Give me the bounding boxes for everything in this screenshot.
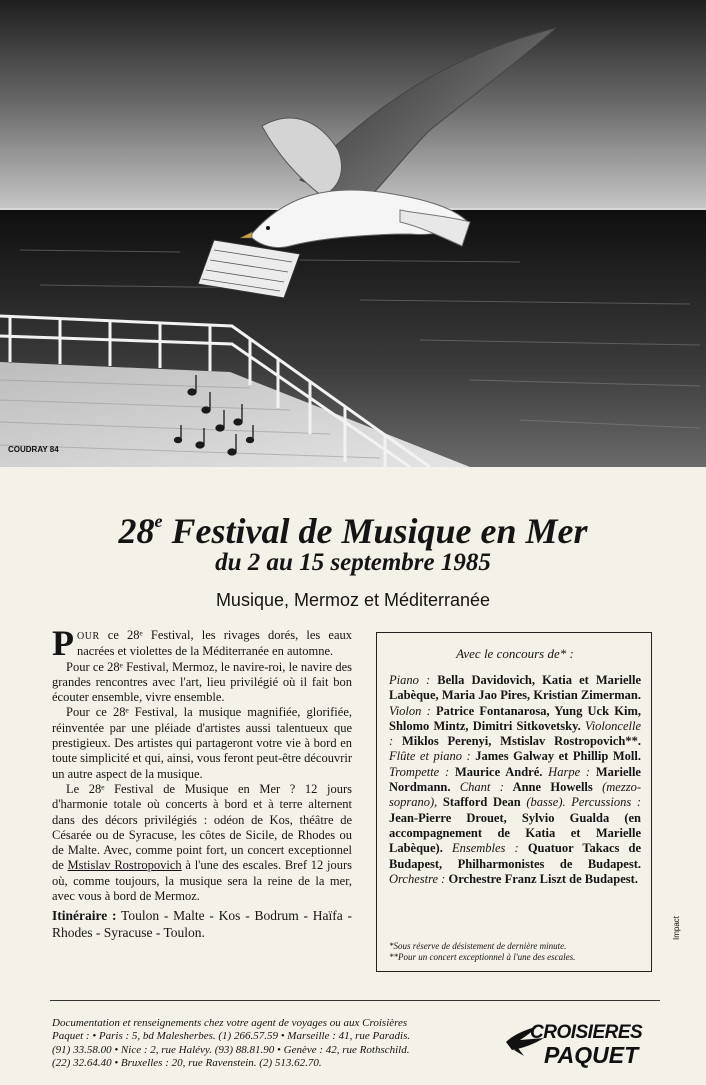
artists-list: Piano : Bella Davidovich, Katia et Marielle Labèque, Maria Jao Pires, Kristian Zimerman. Violon : Patrice Fontanarosa, Yung Uck Kim, Shlomo Mintz, Dimitri Sitkovetsky. Violoncelle : Miklos Perenyi, Mstislav Rostropovich**. Flûte et piano : James Galway et Phillip Moll. Trompette : Maurice André. Harpe : Marielle Nordmann. Chant : Anne Howells (mezzo-soprano), Stafford Dean (basse). Percussions : Jean-Pierre Drouet, Sylvio Gualda (en accompagnement de Katia et Marielle Labèque). Ensembles : Quatuor Takacs de Budapest, Philharmonistes de Budapest. Orchestre : Orchestre Franz Liszt de Budapest. <box>389 673 641 886</box>
rostropovich-name: Mstislav Rostropovich <box>67 858 182 873</box>
subtitle: Musique, Mermoz et Méditerranée <box>215 590 491 610</box>
paragraph-2: Pour ce 28ᵉ Festival, Mermoz, le navire-roi, le navire des grandes rencontres avec l'art, lieu privilégié où il fait bon écouter ensemble, vivre ensemble. <box>52 659 352 705</box>
logo-text-paquet: PAQUET <box>544 1042 639 1068</box>
cover-illustration <box>0 0 706 467</box>
paragraph-3: Pour ce 28ᵉ Festival, la musique magnifiée, glorifiée, réinventée par une pléiade d'artistes aussi talentueux que prestigieux. Des artistes qui partageront votre vie à bord en toute simplicité et qui, ainsi, vous feront peut-être découvrir un autre aspect de la musique. <box>52 705 352 781</box>
body-text <box>52 623 353 941</box>
itinerary: Itinéraire : Toulon - Malte - Kos - Bodrum - Haïfa - Rhodes - Syracuse - Toulon. <box>52 908 353 940</box>
dropcap: P <box>52 623 74 663</box>
logo-text-croisieres: CROISIERES <box>530 1022 643 1043</box>
page-title: 28e Festival de Musique en Mer <box>118 511 588 551</box>
footnotes: *Sous réserve de désistement de dernière minute. **Pour un concert exceptionnel à l'une des escales. <box>389 941 576 962</box>
artists-box <box>376 632 652 972</box>
footer-divider <box>50 1000 660 1001</box>
seagull-ship-illustration <box>0 0 706 467</box>
festival-dates: du 2 au 15 septembre 1985 <box>215 549 491 576</box>
croisieres-paquet-logo <box>504 1016 682 1070</box>
artists-heading: Avec le concours de* : <box>456 646 574 661</box>
artist-signature: COUDRAY 84 <box>8 445 59 454</box>
contact-info: Documentation et renseignements chez votre agent de voyages ou aux Croisières Paquet : • Paris : 5, bd Malesherbes. (1) 266.57.59 • Marseille : 41, rue Paradis. (91) 33.58.00 • Nice : 2, rue Halévy. (93) 88.81.90 • Genève : 42, rue Rothschild. (22) 32.64.40 • Bruxelles : 20, rue Ravenstein. (2) 513.62.70. <box>52 1017 411 1070</box>
paragraph-4: Le 28ᵉ Festival de Musique en Mer ? 12 jours d'harmonie totale où concerts à bord et à terre alternent dans des décors privilégiés : odéon de Kos, théâtre de Césarée ou de Syracuse, les côtes de Sicile, de Rhodes ou de Malte. Avec, comme point fort, un concert exceptionnel de Mstislav Rostropovich à l'une des escales. Bref 12 jours où, comme toujours, la musique sera la reine de la mer, avec vous à bord de Mermoz. <box>52 781 352 904</box>
paragraph-1: POUR ce 28ᵉ Festival, les rivages dorés, les eaux nacrées et violettes de la Méditerranée en automne. <box>52 623 352 663</box>
side-credit: Impact <box>672 915 681 940</box>
